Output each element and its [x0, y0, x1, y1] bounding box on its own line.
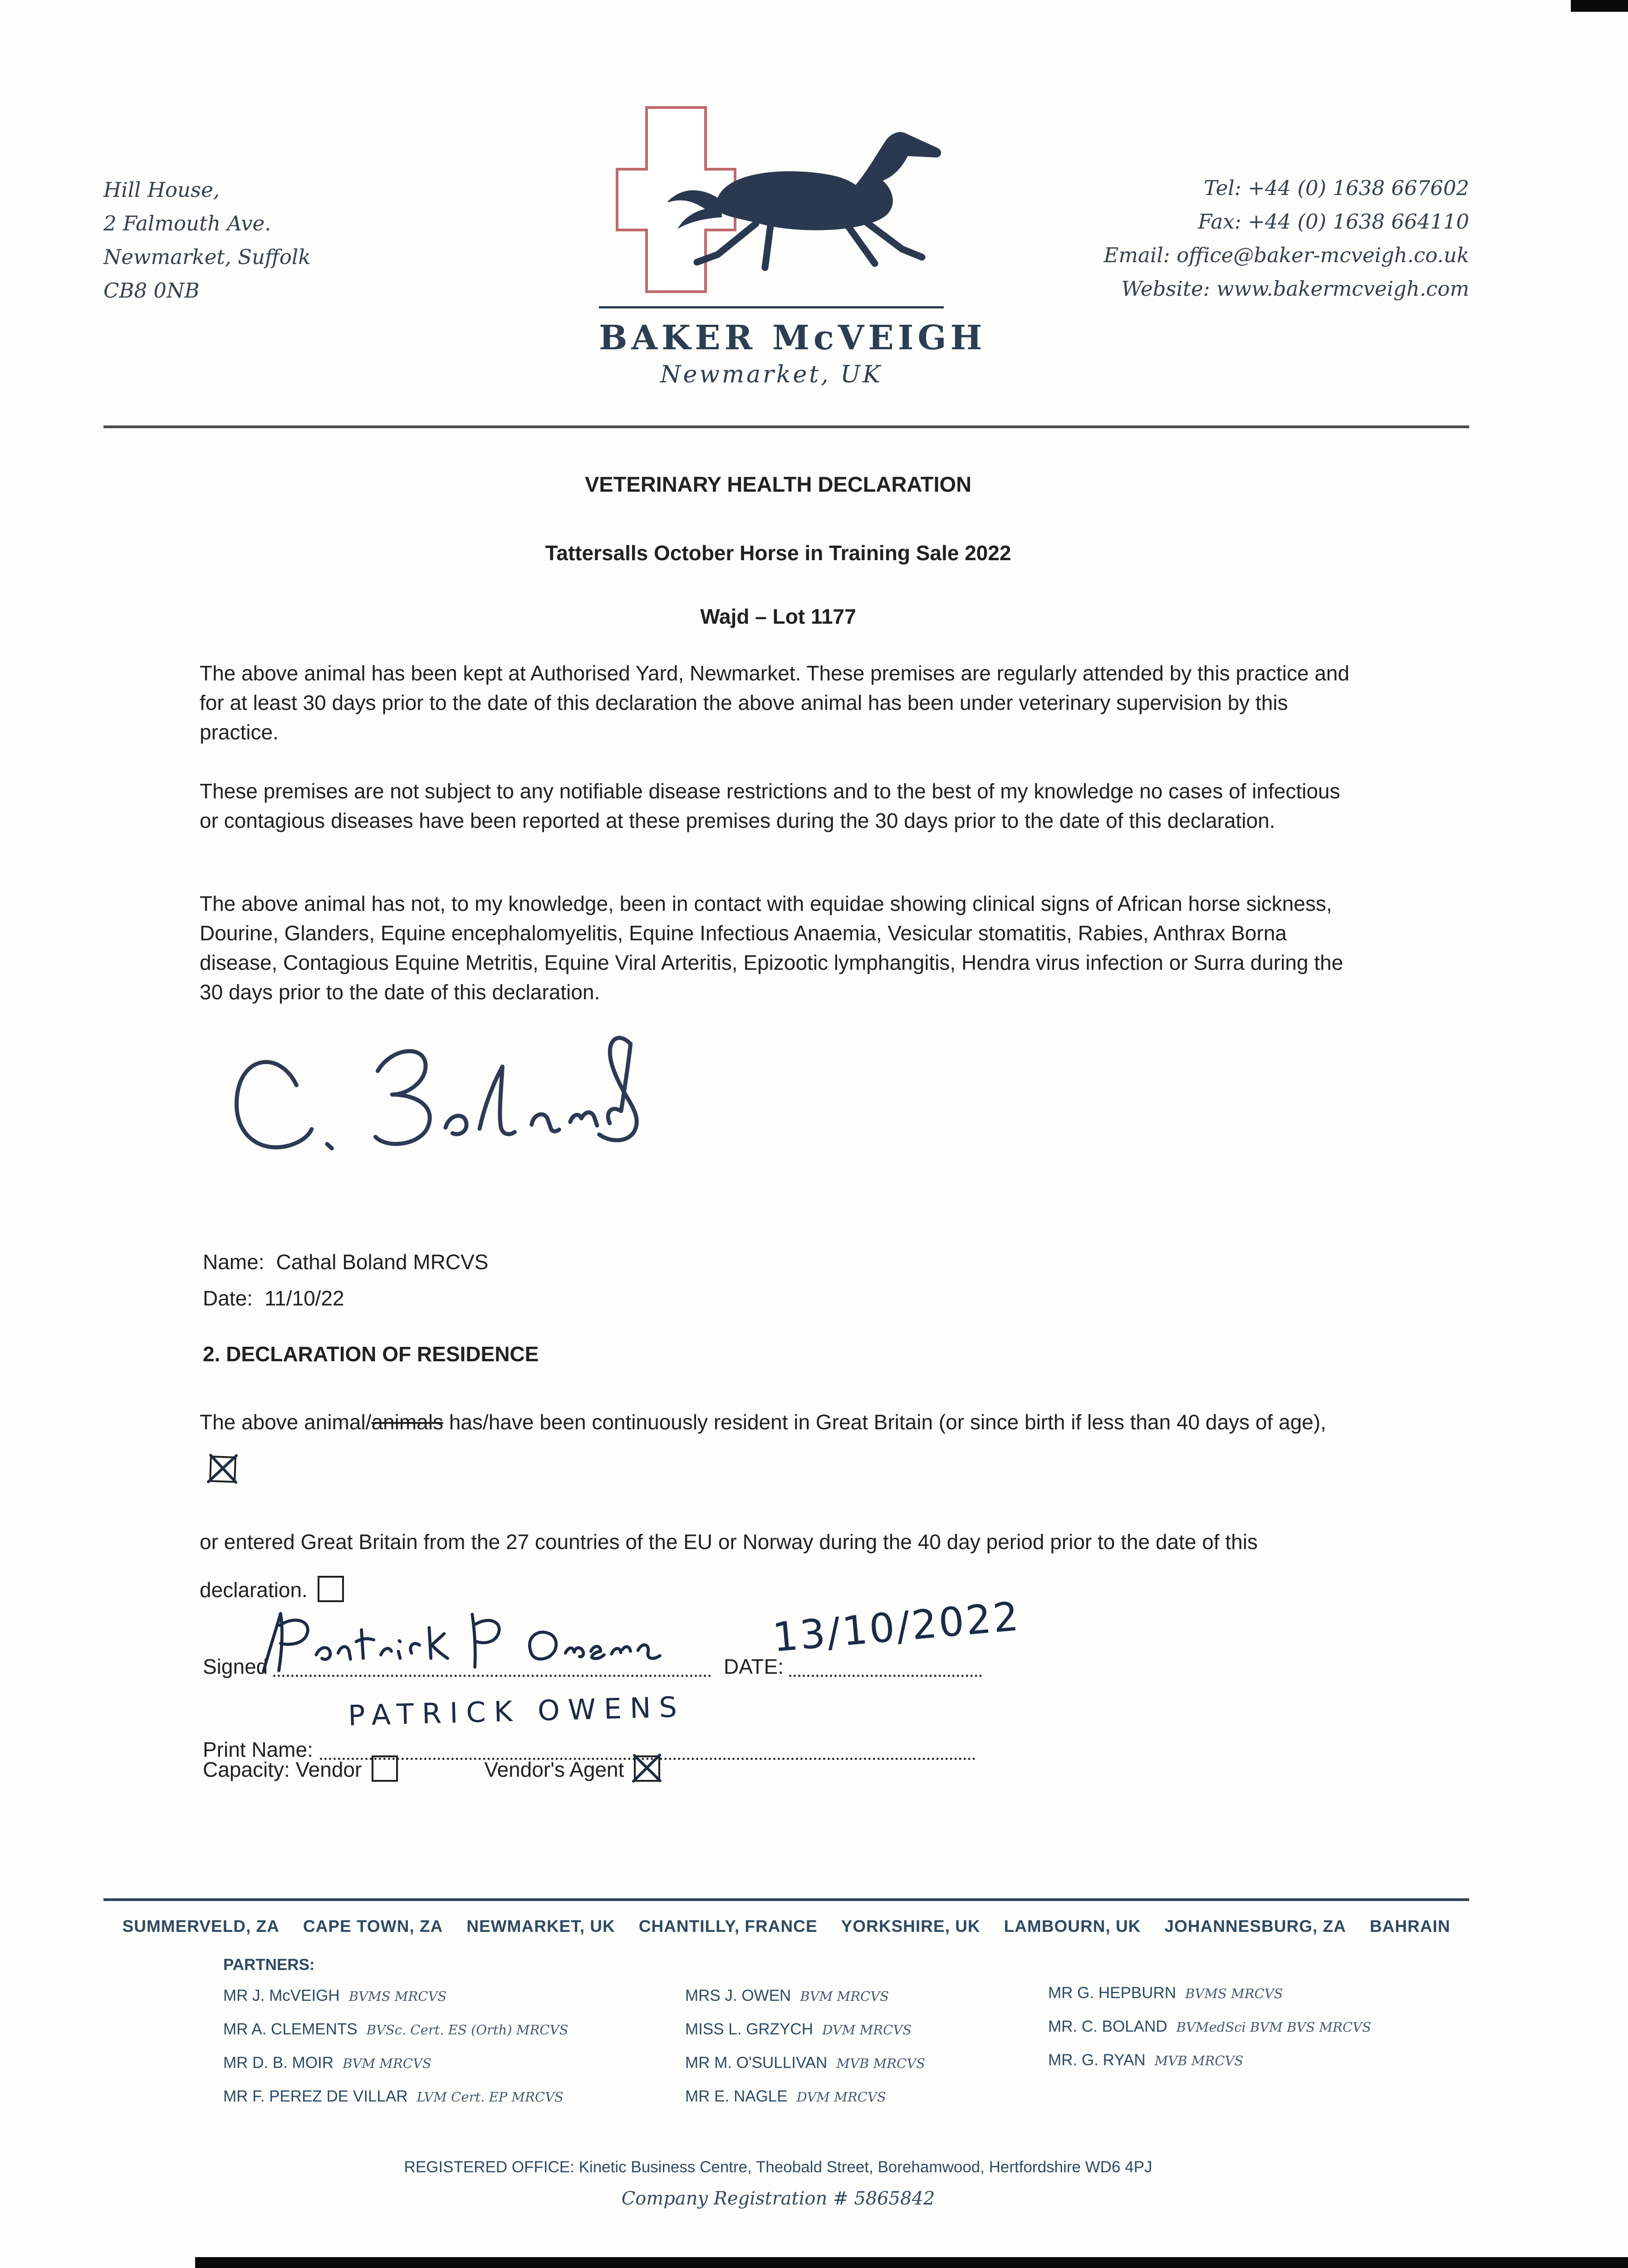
partner-qualifications: BVM MRCVS	[800, 1989, 889, 2004]
partner-row	[223, 2054, 568, 2087]
location-item: SUMMERVELD, ZA	[122, 1917, 280, 1936]
partners-column-2	[685, 1987, 925, 2121]
partner-name: MR G. HEPBURN	[1048, 1984, 1176, 2002]
capacity-row	[203, 1757, 660, 1784]
contact-line-email: Email: office@baker-mcveigh.co.uk	[1103, 243, 1469, 267]
residence-heading: 2. DECLARATION OF RESIDENCE	[203, 1342, 539, 1366]
partner-qualifications: DVM MRCVS	[796, 2089, 886, 2105]
partner-row	[1048, 1984, 1371, 2018]
partner-name: MR. G. RYAN	[1048, 2051, 1146, 2069]
partner-qualifications: DVM MRCVS	[822, 2022, 912, 2038]
residence-option1-text-cont: has/have been continuously resident in Great Britain (or since birth if less than 40 days of age),	[443, 1410, 1326, 1434]
document-title: VETERINARY HEALTH DECLARATION	[584, 472, 972, 496]
location-item: CHANTILLY, FRANCE	[638, 1917, 818, 1936]
residence-gb-checkbox[interactable]	[209, 1456, 236, 1483]
date-field-label: DATE:	[724, 1655, 784, 1678]
scan-artifact-top-right	[1571, 0, 1628, 12]
registered-office: REGISTERED OFFICE: Kinetic Business Centre, Theobald Street, Borehamwood, Hertfordshire WD6 4PJ	[404, 2158, 1152, 2176]
footer-rule	[103, 1898, 1469, 1901]
practice-address	[103, 173, 311, 308]
signed-row	[203, 1593, 1364, 1685]
header-rule	[103, 425, 1469, 428]
practice-name: BAKER McVEIGH	[599, 318, 986, 357]
name-label: Name:	[203, 1250, 265, 1274]
company-registration: Company Registration # 5865842	[621, 2188, 935, 2209]
address-line: 2 Falmouth Ave.	[103, 211, 271, 235]
partner-qualifications: BVMS MRCVS	[348, 1989, 447, 2004]
practice-contact	[1103, 171, 1469, 306]
partner-row	[223, 2020, 568, 2054]
address-line: Hill House,	[103, 178, 220, 202]
vet-name-date	[203, 1244, 488, 1316]
contact-line-fax: Fax: +44 (0) 1638 664110	[1198, 210, 1469, 234]
declaration-paragraph-1: The above animal has been kept at Authorised Yard, Newmarket. These premises are regularly attended by this practice and for at least 30 days prior to the date of this declaration the above animal has been under veterinary supervision by this practice.	[200, 661, 1349, 744]
partner-qualifications: BVM MRCVS	[343, 2056, 432, 2071]
location-item: JOHANNESBURG, ZA	[1164, 1917, 1346, 1936]
vet-name-value: Cathal Boland MRCVS	[276, 1250, 489, 1274]
lot-title: Wajd – Lot 1177	[700, 605, 856, 628]
practice-location: Newmarket, UK	[660, 361, 883, 388]
partner-row	[685, 2054, 925, 2087]
declaration-paragraph-3: The above animal has not, to my knowledge, been in contact with equidae showing clinical signs of African horse sickness, Dourine, Glanders, Equine encephalomyelitis, Equine Infectious Anaemia, Vesicular stomatitis, Rabies, Anthrax Borna disease, Contagious Equine Metritis, Equine Viral Arteritis, Epizootic lymphangitis, Hendra virus infection or Surra during the 30 days prior to the date of this declaration.	[200, 892, 1344, 1004]
partner-row	[1048, 2051, 1371, 2085]
partner-name: MR A. CLEMENTS	[223, 2020, 358, 2038]
vet-date-row	[203, 1280, 488, 1316]
residence-struck-word: animals	[371, 1410, 443, 1434]
declaration-paragraph-2: These premises are not subject to any notifiable disease restrictions and to the best of my knowledge no cases of infectious or contagious diseases have been reported at these premises during the 30 days prior to the date of this declaration.	[200, 779, 1340, 832]
partner-name: MISS L. GRZYCH	[685, 2020, 813, 2038]
address-line: Newmarket, Suffolk	[103, 245, 311, 269]
address-line: CB8 0NB	[103, 279, 200, 303]
location-item: CAPE TOWN, ZA	[303, 1917, 443, 1936]
partner-name: MR F. PEREZ DE VILLAR	[223, 2087, 408, 2105]
partner-qualifications: MVB MRCVS	[1154, 2053, 1244, 2068]
partner-row	[685, 2020, 925, 2054]
vet-name-row	[203, 1244, 488, 1280]
partner-name: MRS J. OWEN	[685, 1987, 791, 2004]
contact-line-tel: Tel: +44 (0) 1638 667602	[1204, 176, 1469, 200]
capacity-vendor-label: Capacity: Vendor	[203, 1758, 362, 1781]
partners-column-3	[1048, 1984, 1371, 2085]
location-item: LAMBOURN, UK	[1004, 1917, 1141, 1936]
partner-name: MR D. B. MOIR	[223, 2054, 334, 2072]
capacity-vendor-checkbox[interactable]	[372, 1755, 398, 1782]
partner-qualifications: MVB MRCVS	[836, 2056, 926, 2071]
partner-row	[223, 1987, 568, 2020]
residence-option-1	[200, 1398, 1361, 1494]
handwritten-date: 13/10/2022	[770, 1593, 1022, 1661]
partners-label: PARTNERS:	[223, 1956, 315, 1974]
partner-name: MR J. McVEIGH	[223, 1987, 340, 2004]
location-item: BAHRAIN	[1369, 1917, 1451, 1936]
vet-signature	[213, 1026, 649, 1180]
signed-label: Signed	[203, 1655, 268, 1678]
vet-date-value: 11/10/22	[264, 1286, 344, 1310]
partner-row	[223, 2087, 568, 2121]
residence-option2-text: or entered Great Britain from the 27 countries of the EU or Norway during the 40 day period prior to the date of this declaration.	[200, 1530, 1258, 1602]
residence-eu-checkbox[interactable]	[318, 1576, 344, 1602]
date-line[interactable]	[789, 1675, 982, 1677]
capacity-agent-label: Vendor's Agent	[484, 1758, 624, 1781]
partner-qualifications: LVM Cert. EP MRCVS	[417, 2089, 564, 2105]
partner-qualifications: BVMS MRCVS	[1185, 1986, 1283, 2001]
partner-row	[685, 2087, 925, 2121]
logo-divider	[599, 306, 944, 308]
partner-row	[685, 1987, 925, 2020]
handwritten-print-name: PATRICK OWENS	[348, 1690, 686, 1732]
scan-artifact-bottom	[195, 2257, 1628, 2268]
practice-logo	[599, 84, 986, 388]
horse-icon	[668, 132, 941, 268]
location-item: NEWMARKET, UK	[466, 1917, 615, 1936]
partners-column-1	[223, 1987, 568, 2121]
partner-qualifications: BVSc. Cert. ES (Orth) MRCVS	[366, 2022, 569, 2038]
partner-name: MR M. O'SULLIVAN	[685, 2054, 828, 2072]
office-locations	[103, 1917, 1469, 1936]
horse-cross-logo-icon	[599, 84, 944, 302]
sale-title: Tattersalls October Horse in Training Sale 2022	[545, 541, 1011, 565]
location-item: YORKSHIRE, UK	[841, 1917, 981, 1936]
partner-name: MR E. NAGLE	[685, 2087, 788, 2105]
contact-line-website: Website: www.bakermcveigh.com	[1121, 277, 1469, 301]
partner-name: MR. C. BOLAND	[1048, 2018, 1167, 2035]
print-name-label: Print Name:	[203, 1738, 313, 1761]
partner-qualifications: BVMedSci BVM BVS MRCVS	[1176, 2019, 1371, 2035]
partner-row	[1048, 2018, 1371, 2051]
vendor-agent-signature	[244, 1604, 666, 1681]
residence-option-2	[200, 1518, 1361, 1614]
date-label: Date:	[203, 1286, 253, 1310]
capacity-agent-checkbox[interactable]	[634, 1755, 660, 1782]
residence-option1-text: The above animal/	[200, 1410, 372, 1434]
